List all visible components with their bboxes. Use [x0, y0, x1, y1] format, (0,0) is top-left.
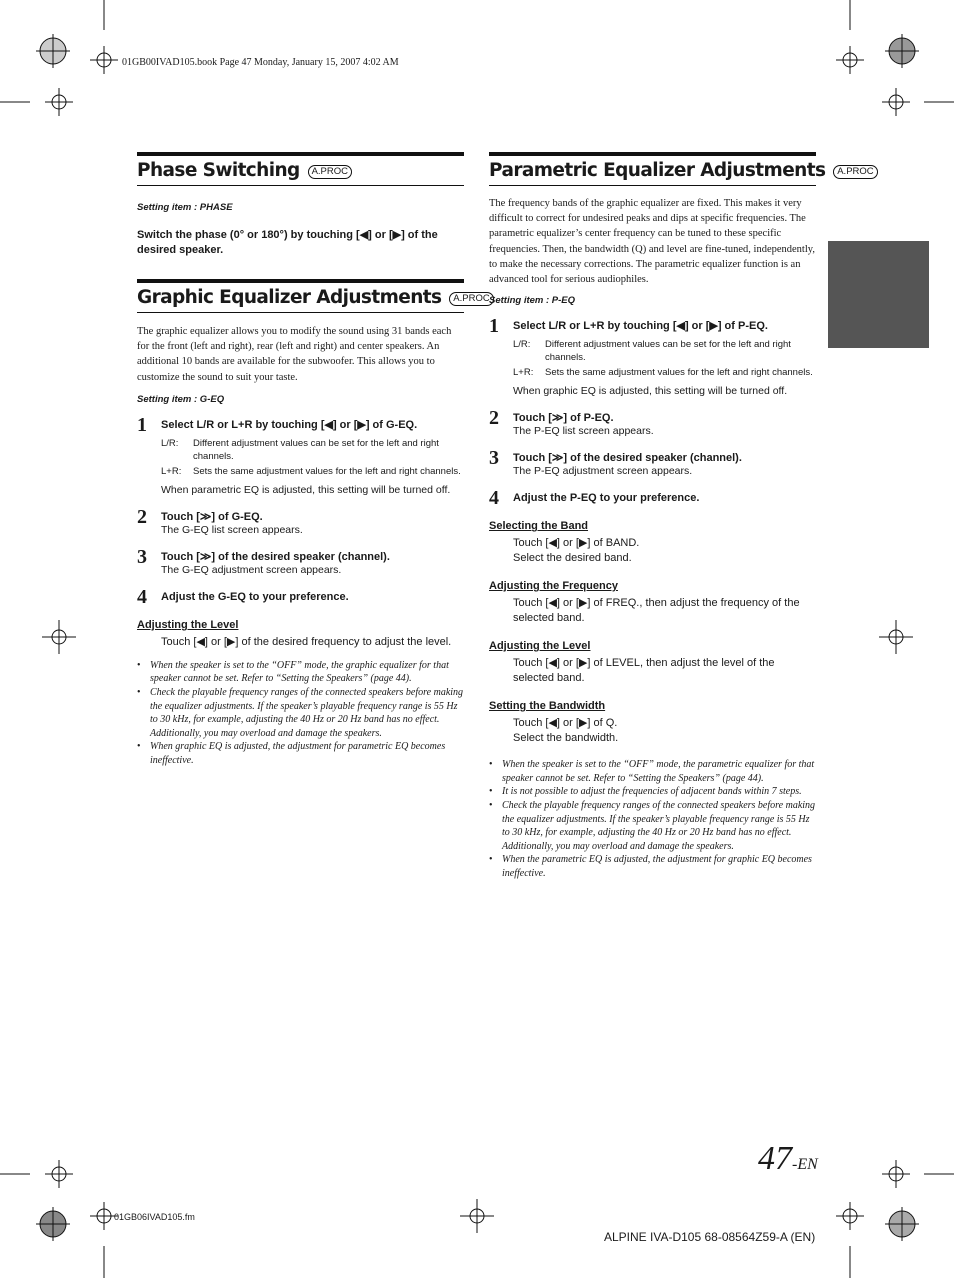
- footer-model: ALPINE IVA-D105 68-08564Z59-A (EN): [604, 1230, 816, 1244]
- section-tab: [828, 241, 929, 348]
- step-number: 4: [137, 585, 147, 608]
- band-heading: Selecting the Band: [489, 520, 589, 533]
- bandwidth-body: Touch [◀] or [▶] of Q. Select the bandwidth.: [513, 717, 619, 745]
- book-header: 01GB00IVAD105.book Page 47 Monday, January 15, 2007 4:02 AM: [122, 57, 399, 68]
- geq-notes: [137, 659, 464, 768]
- geq-intro: The graphic equalizer allows you to modify the sound using 31 bands each for the front (left and right), rear (left and right) and center speakers. An additional 10 bands are available for the subwoofer. This allows you to customize the sound to suit your taste.: [137, 326, 452, 383]
- step-number: 1: [137, 413, 147, 436]
- note-item: • When the parametric EQ is adjusted, the adjustment for graphic EQ becomes ineffective.: [489, 853, 816, 880]
- geq-step-1: [137, 413, 464, 497]
- note-item: • Check the playable frequency ranges of the connected speakers before making the equalizer adjustments. If the speaker’s playable frequency range is 55 Hz to 30 kHz, for example, adjusting the 40 Hz or 20 Hz band has no effect. Additionally, you may overload and damage the speakers.: [137, 686, 464, 740]
- step-sub: The G-EQ list screen appears.: [161, 523, 303, 536]
- peq-notes: [489, 758, 816, 880]
- step-number: 4: [489, 487, 499, 510]
- step-title: Touch [≫] of G-EQ.: [161, 510, 263, 523]
- phase-instruction: Switch the phase (0° or 180°) by touching [◀] or [▶] of the desired speaker.: [137, 229, 438, 256]
- step-number: 3: [137, 545, 147, 568]
- peq-step-2: [489, 407, 816, 438]
- step-title: Select L/R or L+R by touching [◀] or [▶] of G-EQ.: [161, 418, 418, 431]
- geq-title: Graphic Equalizer Adjustments A.PROC: [137, 279, 464, 313]
- note-item: • It is not possible to adjust the frequencies of adjacent bands within 7 steps.: [489, 785, 816, 799]
- note-item: • When graphic EQ is adjusted, the adjustment for parametric EQ becomes ineffective.: [137, 740, 464, 767]
- peq-step-3: [489, 447, 816, 478]
- footer-file: 01GB06IVAD105.fm: [114, 1212, 195, 1222]
- option-l-plus-r: L+R: Sets the same adjustment values for the left and right channels.: [513, 367, 813, 379]
- option-l-plus-r: L+R: Sets the same adjustment values for the left and right channels.: [161, 465, 461, 477]
- step-sub: The P-EQ adjustment screen appears.: [513, 465, 693, 478]
- step-title: Touch [≫] of the desired speaker (channel).: [161, 550, 390, 563]
- option-lr: L/R: Different adjustment values can be set for the left and right channels.: [161, 437, 439, 462]
- peq-step-4: [489, 487, 816, 510]
- peq-title: Parametric Equalizer Adjustments A.PROC: [489, 152, 816, 186]
- note-item: • When the speaker is set to the “OFF” mode, the graphic equalizer for that speaker cannot be set. Refer to “Setting the Speakers” (page 44).: [137, 659, 464, 686]
- left-column: [137, 152, 490, 768]
- step-number: 3: [489, 447, 499, 470]
- step-title: Adjust the G-EQ to your preference.: [161, 590, 349, 603]
- step-sub: The G-EQ adjustment screen appears.: [161, 563, 342, 576]
- geq-setting: Setting item : G-EQ: [137, 393, 225, 405]
- step-note: When parametric EQ is adjusted, this setting will be turned off.: [161, 483, 451, 496]
- step-note: When graphic EQ is adjusted, this setting will be turned off.: [513, 385, 788, 398]
- peq-setting: Setting item : P-EQ: [489, 295, 576, 307]
- freq-body: Touch [◀] or [▶] of FREQ., then adjust the frequency of the selected band.: [513, 597, 800, 625]
- aproc-badge: A.PROC: [449, 292, 493, 306]
- phase-setting: Setting item : PHASE: [137, 202, 233, 213]
- note-item: • Check the playable frequency ranges of the connected speakers before making the equalizer adjustments. If the speaker’s playable frequency range is 55 Hz to 30 kHz, for example, adjusting the 40 Hz or 20 Hz band has no effect. Additionally, you may overload and damage the speakers.: [489, 799, 816, 853]
- option-lr: L/R: Different adjustment values can be set for the left and right channels.: [513, 339, 791, 364]
- bandwidth-heading: Setting the Bandwidth: [489, 700, 606, 713]
- aproc-badge: A.PROC: [308, 165, 352, 179]
- geq-step-3: [137, 545, 464, 577]
- step-number: 2: [137, 505, 147, 528]
- step-title: Adjust the P-EQ to your preference.: [513, 492, 700, 505]
- step-title: Touch [≫] of the desired speaker (channel).: [513, 452, 742, 465]
- note-item: • When the speaker is set to the “OFF” mode, the parametric equalizer for that speaker cannot be set. Refer to “Setting the Speakers” (page 44).: [489, 758, 816, 785]
- geq-level-heading: Adjusting the Level: [137, 618, 239, 631]
- band-body: Touch [◀] or [▶] of BAND. Select the desired band.: [513, 537, 640, 565]
- phase-title: Phase Switching A.PROC: [137, 152, 464, 186]
- geq-level-body: Touch [◀] or [▶] of the desired frequency to adjust the level.: [161, 635, 452, 648]
- level-heading: Adjusting the Level: [489, 640, 591, 653]
- step-sub: The P-EQ list screen appears.: [513, 425, 654, 438]
- right-column: [489, 152, 874, 881]
- step-title: Select L/R or L+R by touching [◀] or [▶] of P-EQ.: [513, 320, 768, 333]
- peq-intro: The frequency bands of the graphic equalizer are fixed. This makes it very difficult to correct for undesired peaks and dips at specific frequencies. The parametric equalizer’s center frequency can be tuned to these specific frequencies. Then, the bandwidth (Q) and level are fine-tuned, independently, to make the necessary corrections. The parametric equalizer function is an advanced tool for serious audiophiles.: [489, 198, 815, 286]
- aproc-badge: A.PROC: [833, 165, 877, 179]
- step-number: 2: [489, 407, 499, 430]
- geq-step-4: [137, 585, 464, 608]
- freq-heading: Adjusting the Frequency: [489, 580, 618, 593]
- page-number: 47-EN: [758, 1140, 818, 1177]
- geq-step-2: [137, 505, 464, 537]
- peq-step-1: [489, 315, 816, 398]
- step-number: 1: [489, 315, 499, 338]
- level-body: Touch [◀] or [▶] of LEVEL, then adjust the level of the selected band.: [513, 657, 775, 685]
- step-title: Touch [≫] of P-EQ.: [513, 412, 614, 425]
